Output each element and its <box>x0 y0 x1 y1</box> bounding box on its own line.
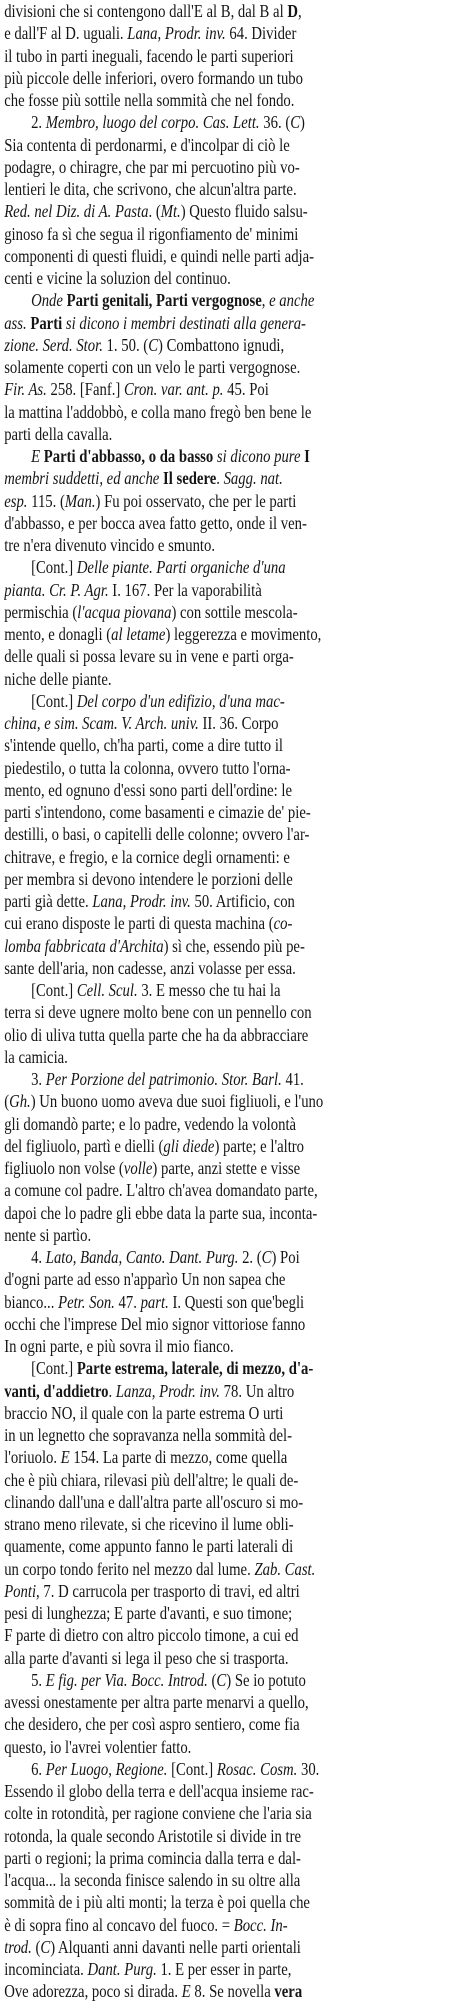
text-line: sante dell'aria, non cadesse, anzi volasse per essa. <box>4 957 296 978</box>
text-line: Onde Parti genitali, Parti vergognose, e anche <box>31 290 315 311</box>
text-line: del figliuolo, partì e dielli (gli diede) parte; e l'altro <box>4 1135 305 1156</box>
text-line: lentieri le dita, che scrivono, che alcun'altra parte. <box>4 179 297 199</box>
text-line: è di sopra fino al concavo del fuoco. = Bocc. In- <box>4 1914 288 1935</box>
text-line: olio di uliva tutta quella parte che ha da abbracciare <box>4 1024 309 1045</box>
text-line: la mattina l'addobbò, e colla mano fregò ben bene le <box>4 401 312 422</box>
text-line: la camicia. <box>4 1046 68 1067</box>
text-line: parti o regioni; la prima comincia dalla terra e dal- <box>4 1847 301 1868</box>
text-line: terra si deve ugnere molto bene con un pennello con <box>4 1002 312 1023</box>
text-line: podagre, o chiragre, che par mi percuotino più vo- <box>4 156 300 177</box>
text-line: strano meno rilevate, si che ricevino il lume obli- <box>4 1514 294 1534</box>
text-line: Ove adorezza, poco si dirada. E 8. Se novella vera <box>4 1981 303 2002</box>
text-line: l'acqua... la seconda finisce salendo in su oltre alla <box>4 1870 301 1890</box>
text-line: 3. Per Porzione del patrimonio. Stor. Barl. 41. <box>31 1069 304 1089</box>
text-line: centi e vicine la soluzion del continuo. <box>4 268 231 288</box>
text-line: divisioni che si contengono dall'E al B, dal B al D, <box>4 1 302 21</box>
text-line: sommità de i più alti monti; la terza è poi quella che <box>4 1892 310 1913</box>
text-line: colte in rotondità, per ragione conviene che l'aria sia <box>4 1803 312 1824</box>
text-line: tre n'era divenuto vincido e smunto. <box>4 535 216 555</box>
text-line: permischia (l'acqua piovana) con sottile mescola- <box>4 601 298 622</box>
text-line: a comune col padre. L'altro ch'avea domandato parte, <box>4 1180 318 1201</box>
text-line: che è più chiara, rilevasi più dell'altre; le quali de- <box>4 1469 299 1490</box>
text-line: questo, io l'avrei volentier fatto. <box>4 1736 192 1757</box>
text-line: per membra si devono intendere le porzioni delle <box>4 868 293 889</box>
text-line: [Cont.] Cell. Scul. 3. E messo che tu hai la <box>31 980 281 1000</box>
text-line: trod. (C) Alquanti anni davanti nelle parti orientali <box>4 1936 301 1957</box>
text-line: parti s'intendono, come basamenti e cimazie de' pie- <box>4 802 311 822</box>
text-line: cui erano disposte le parti di questa machina (co- <box>4 913 293 934</box>
text-line: un corpo tondo ferito nel mezzo dal lume. Zab. Cast. <box>4 1558 316 1579</box>
text-line: quamente, come appunto fanno le parti laterali di <box>4 1536 294 1557</box>
text-line: s'intende quello, ch'ha parti, come a dire tutto il <box>4 735 284 756</box>
text-line: vanti, d'addietro. Lanza, Prodr. inv. 78. Un altro <box>4 1380 295 1401</box>
text-line: [Cont.] Delle piante. Parti organiche d'una <box>31 557 286 578</box>
text-line: piedestilo, o tutta la colonna, ovvero tutto l'orna- <box>4 757 291 778</box>
text-line: rotonda, la quale secondo Aristotile si divide in tre <box>4 1825 301 1846</box>
text-line: ginoso fa sì che segua il rigonfiamento de' minimi <box>4 223 299 244</box>
text-line: chitrave, e fregio, e la cornice degli ornamenti: e <box>4 846 290 867</box>
text-line: Ponti, 7. D carrucola per trasporto di travi, ed altri <box>4 1580 300 1601</box>
text-line: gli domandò parte; e lo padre, vedendo la volontà <box>4 1113 297 1134</box>
text-line: in un legnetto che sopravanza nella sommità del- <box>4 1425 292 1445</box>
text-line: delle quali si possa levare su in vene e parti orga- <box>4 646 294 667</box>
text-line: dapoi che lo padre gli ebbe data la parte sua, inconta- <box>4 1202 318 1223</box>
text-line: china, e sim. Scam. V. Arch. univ. II. 36. Corpo <box>4 713 279 733</box>
text-line: avessi onestamente per altra parte menarvi a quello, <box>4 1692 309 1712</box>
text-line: figliuolo non volse (volle) parte, anzi stette e visse <box>4 1158 301 1178</box>
text-line: che desidero, che per così aspro sentiero, come fia <box>4 1714 300 1735</box>
text-line: [Cont.] Parte estrema, laterale, di mezzo, d'a- <box>31 1358 314 1379</box>
text-line: componenti di questi fluidi, e quindi nelle parti adja- <box>4 245 315 266</box>
text-line: mento, e donagli (al letame) leggerezza e movimento, <box>4 624 322 644</box>
text-line: incominciata. Dant. Purg. 1. E per esser in parte, <box>4 1959 292 1979</box>
text-line: nente si partìo. <box>4 1224 92 1245</box>
text-line: mento, ed ognuno d'essi sono parti dell'ordine: le <box>4 779 293 800</box>
text-line: 4. Lato, Banda, Canto. Dant. Purg. 2. (C) Poi <box>31 1247 300 1267</box>
text-line: esp. 115. (Man.) Fu poi osservato, che per le parti <box>4 490 297 511</box>
text-line: d'ogni parte ad esso n'apparìo Un non sapea che <box>4 1269 286 1290</box>
text-line: [Cont.] Del corpo d'un edifizio, d'una mac- <box>31 690 285 711</box>
text-line: parti già dette. Lana, Prodr. inv. 50. Artificio, con <box>4 891 295 911</box>
text-line: più piccole delle inferiori, overo formando un tubo <box>4 67 304 88</box>
text-line: solamente coperti con un velo le parti vergognose. <box>4 357 301 377</box>
text-line: pianta. Cr. P. Agr. I. 167. Per la vaporabilità <box>4 579 262 600</box>
text-line: occhi che l'imprese Del mio signor vittoriose fanno <box>4 1313 306 1334</box>
text-line: membri suddetti, ed anche Il sedere. Sagg. nat. <box>4 468 283 489</box>
text-line: l'oriuolo. E 154. La parte di mezzo, come quella <box>4 1447 288 1468</box>
text-line: clinando dall'una e dall'altra parte all'oscuro si mo- <box>4 1491 304 1512</box>
text-line: parti della cavalla. <box>4 423 113 444</box>
text-line: destilli, o basi, o capitelli delle colonne; ovvero l'ar- <box>4 824 310 845</box>
text-line: alla parte d'avanti si lega il peso che si trasporta. <box>4 1647 289 1668</box>
text-line: braccio NO, il quale con la parte estrema O urti <box>4 1402 284 1423</box>
text-line: lomba fabbricata d'Archita) sì che, essendo più pe- <box>4 935 305 956</box>
text-line: e dall'F al D. uguali. Lana, Prodr. inv. 64. Divider <box>4 23 297 44</box>
text-line: d'abbasso, e per bocca avea fatto getto, onde il ven- <box>4 512 307 533</box>
text-line: In ogni parte, e più sovra il mio fianco. <box>4 1336 234 1356</box>
text-line: 6. Per Luogo, Regione. [Cont.] Rosac. Cosm. 30. <box>31 1758 320 1779</box>
text-line: pesi di lunghezza; E parte d'avanti, e suo timone; <box>4 1603 293 1623</box>
text-column <box>4 0 465 2003</box>
text-line: 2. Membro, luogo del corpo. Cas. Lett. 36. (C) <box>31 112 305 133</box>
text-line: 5. E fig. per Via. Bocc. Introd. (C) Se io potuto <box>31 1669 306 1690</box>
text-line: il tubo in parti ineguali, facendo le parti superiori <box>4 45 294 66</box>
text-line: che fosse più sottile nella sommità che nel fondo. <box>4 90 295 110</box>
text-line: Red. nel Diz. di A. Pasta. (Mt.) Questo fluido salsu- <box>4 201 308 222</box>
text-line: (Gh.) Un buono uomo aveva due suoi figliuoli, e l'uno <box>4 1091 324 1112</box>
text-line: niche delle piante. <box>4 668 112 689</box>
text-line: Fir. As. 258. [Fanf.] Cron. var. ant. p. 45. Poi <box>4 379 269 400</box>
text-line: F parte di dietro con altro piccolo timone, a cui ed <box>4 1625 299 1646</box>
text-line: zione. Serd. Stor. 1. 50. (C) Combattono ignudi, <box>4 334 285 355</box>
text-line: Essendo il globo della terra e dell'acqua insieme rac- <box>4 1781 314 1801</box>
text-line: Sia contenta di perdonarmi, e d'incolpar di ciò le <box>4 134 290 155</box>
text-line: ass. Parti si dicono i membri destinati alla genera- <box>4 312 306 333</box>
text-line: bianco... Petr. Son. 47. part. I. Questi son que'begli <box>4 1291 305 1312</box>
text-line: E Parti d'abbasso, o da basso si dicono pure I <box>31 446 310 466</box>
